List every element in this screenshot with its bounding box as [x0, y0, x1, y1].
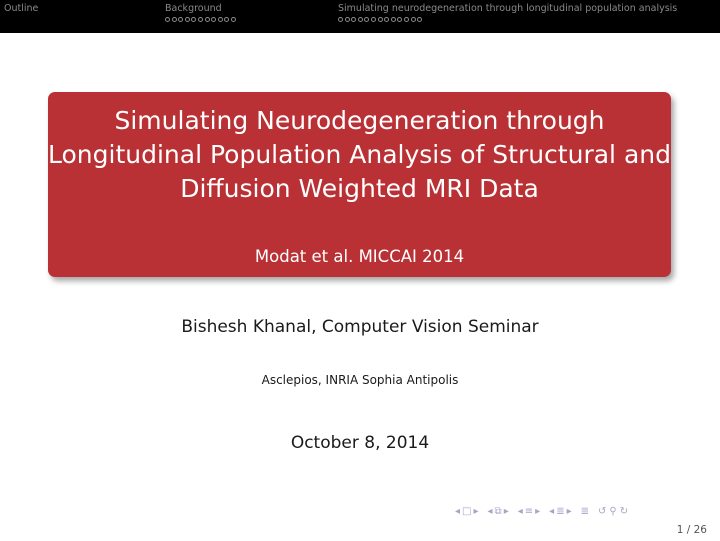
slide-dot[interactable]: [198, 17, 203, 22]
section-nav-group[interactable]: [518, 506, 540, 517]
institute: Asclepios, INRIA Sophia Antipolis: [261, 373, 459, 387]
prev-section-icon[interactable]: ◂: [517, 506, 523, 517]
search-icon[interactable]: ↺: [598, 506, 607, 517]
slide-dot[interactable]: [345, 17, 350, 22]
section-icon[interactable]: ≡: [524, 506, 534, 517]
slide-dot[interactable]: [397, 17, 402, 22]
slide-dot[interactable]: [338, 17, 343, 22]
slide-dot[interactable]: [205, 17, 210, 22]
next-frame-icon[interactable]: ▸: [473, 506, 479, 517]
slide-dot[interactable]: [218, 17, 223, 22]
background-slide-dots[interactable]: [165, 17, 236, 22]
frame-icon[interactable]: □: [462, 506, 472, 517]
slide-dot[interactable]: [364, 17, 369, 22]
zoom-icon[interactable]: ⚲: [609, 506, 617, 517]
appendix-nav-group[interactable]: [581, 506, 589, 517]
slide-dot[interactable]: [172, 17, 177, 22]
slide-dot[interactable]: [224, 17, 229, 22]
next-document-icon[interactable]: ▸: [566, 506, 572, 517]
slide-dot[interactable]: [378, 17, 383, 22]
slide-dot[interactable]: [371, 17, 376, 22]
slide-dot[interactable]: [404, 17, 409, 22]
prev-frame-icon[interactable]: ◂: [455, 506, 461, 517]
slide-dot[interactable]: [165, 17, 170, 22]
nav-section-background[interactable]: Background: [165, 3, 222, 14]
author: Bishesh Khanal, Computer Vision Seminar: [181, 317, 539, 337]
slide-dot[interactable]: [231, 17, 236, 22]
presentation-subtitle: Modat et al. MICCAI 2014: [254, 247, 465, 266]
next-subsection-icon[interactable]: ▸: [503, 506, 509, 517]
slide-dot[interactable]: [178, 17, 183, 22]
slide-dot[interactable]: [384, 17, 389, 22]
nav-section-simulating[interactable]: Simulating neurodegeneration through longitudinal population analysis: [338, 3, 678, 14]
nav-section-outline[interactable]: Outline: [4, 3, 39, 14]
slide-dot[interactable]: [391, 17, 396, 22]
slide-dot[interactable]: [191, 17, 196, 22]
next-section-icon[interactable]: ▸: [535, 506, 541, 517]
simulating-slide-dots[interactable]: [338, 17, 422, 22]
slide-dot[interactable]: [417, 17, 422, 22]
title-block: [48, 92, 671, 277]
slide-dot[interactable]: [185, 17, 190, 22]
slide-dot[interactable]: [351, 17, 356, 22]
beamer-navigation-symbols: [455, 506, 628, 517]
slide-dot[interactable]: [411, 17, 416, 22]
subsection-icon[interactable]: ⧉: [494, 506, 502, 517]
prev-document-icon[interactable]: ◂: [549, 506, 555, 517]
presentation-title: [48, 104, 671, 206]
title-line-2: Longitudinal Population Analysis of Structural and: [48, 140, 671, 169]
date: October 8, 2014: [290, 433, 430, 453]
slide-dot[interactable]: [211, 17, 216, 22]
slide-dot[interactable]: [358, 17, 363, 22]
prev-subsection-icon[interactable]: ◂: [487, 506, 493, 517]
subsection-nav-group[interactable]: [488, 506, 509, 517]
appendix-icon[interactable]: ≣: [580, 506, 590, 517]
document-icon[interactable]: ≣: [556, 506, 565, 517]
document-nav-group[interactable]: [549, 506, 571, 517]
page-number: 1 / 26: [676, 524, 707, 536]
section-navigation-bar: [0, 0, 720, 33]
title-line-1: Simulating Neurodegeneration through: [114, 106, 605, 135]
title-line-3: Diffusion Weighted MRI Data: [180, 174, 539, 203]
frame-nav-group[interactable]: [455, 506, 479, 517]
refresh-icon[interactable]: ↻: [619, 506, 629, 517]
